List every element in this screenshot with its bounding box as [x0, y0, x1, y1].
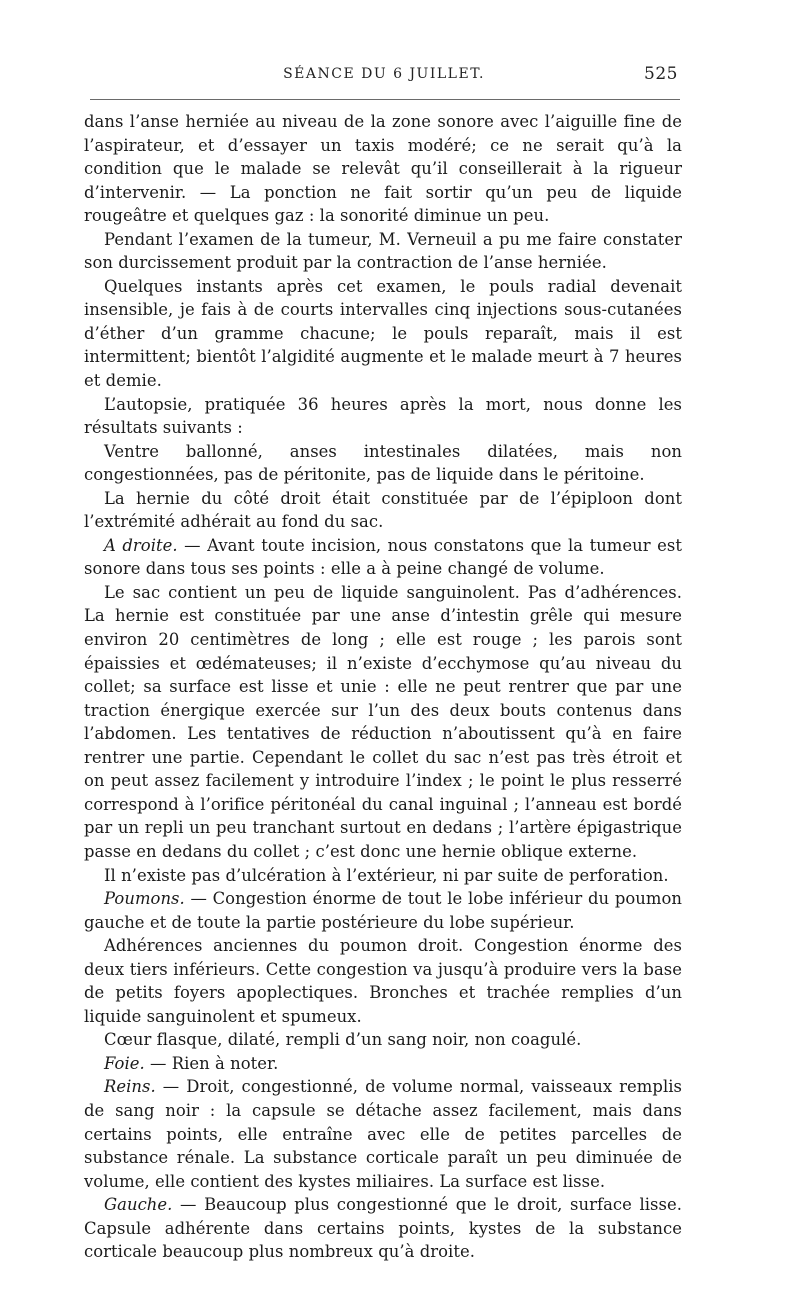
paragraph-autopsie: L’autopsie, pratiquée 36 heures après la mort, nous donne les résultats suivants :: [84, 394, 682, 438]
section-label-reins: Reins.: [104, 1077, 156, 1097]
paragraph-ventre: Ventre ballonné, anses intestinales dilatées, mais non congestionnées, pas de péritonite, pas de liquide dans le péritoine.: [84, 441, 682, 485]
paragraph-gauche: Gauche. — Beaucoup plus congestionné que le droit, surface lisse. Capsule adhérente dans certains points, kystes de la substance corticale beaucoup plus nombreux qu’à droite.: [84, 1195, 682, 1262]
paragraph-hernie-gauche: La hernie du côté droit était constituée par de l’épiploon dont l’extrémité adhérait au fond du sac.: [84, 488, 682, 532]
paragraph-foie: Foie. — Rien à noter.: [104, 1053, 279, 1073]
paragraph-ulceration: Il n’existe pas d’ulcération à l’extérieur, ni par suite de perforation.: [104, 865, 669, 885]
paragraph-continuation: dans l’anse herniée au niveau de la zone sonore avec l’aiguille fine de l’aspirateur, et d’essayer un taxis modéré; ce ne serait qu’à la condition que le malade se relevât qu’il conseillerait à la rigueur d’intervenir. — La ponction ne fait sortir qu’un peu de liquide rougeâtre et quelques gaz : la sonorité diminue un peu.: [84, 112, 682, 226]
header-rule: [90, 99, 680, 100]
paragraph-examen: Pendant l’examen de la tumeur, M. Verneuil a pu me faire constater son durcissement produit par la contraction de l’anse herniée.: [84, 229, 682, 273]
section-label-a-droite: A droite.: [104, 535, 178, 555]
paragraph-injections: Quelques instants après cet examen, le pouls radial devenait insensible, je fais à de courts intervalles cinq injections sous-cutanées d’éther d’un gramme chacune; le pouls reparaît, mais il est intermittent; bientôt l’algidité augmente et le malade meurt à 7 heures et demie.: [84, 276, 682, 391]
paragraph-reins: Reins. — Droit, congestionné, de volume normal, vaisseaux remplis de sang noir : la capsule se détache assez facilement, mais dans certains points, elle entraîne avec elle de petites parcelles de substance rénale. La substance corticale paraît un peu diminuée de volume, elle contient des kystes miliaires. La surface est lisse.: [84, 1077, 682, 1191]
section-label-gauche: Gauche.: [104, 1195, 173, 1215]
paragraph-sac: Le sac contient un peu de liquide sanguinolent. Pas d’adhérences. La hernie est constituée par une anse d’intestin grêle qui mesure environ 20 centimètres de long ; elle est rouge ; les parois sont épaissies et œdémateuses; il n’existe d’ecchymose qu’au niveau du collet; sa surface est lisse et unie : elle ne peut rentrer que par une traction énergique exercée sur l’un des deux bouts contenus dans l’abdomen. Les tentatives de réduction n’aboutissent qu’à en faire rentrer une partie. Cependant le collet du sac n’est pas très étroit et on peut assez facilement y introduire l’index ; le point le plus resserré correspond à l’orifice péritonéal du canal inguinal ; l’anneau est bordé par un repli un peu tranchant surtout en dedans ; l’artère épigastrique passe en dedans du collet ; c’est donc une hernie oblique externe.: [84, 582, 682, 861]
running-title: SÉANCE DU 6 JUILLET.: [283, 66, 485, 82]
paragraph-poumons: Poumons. — Congestion énorme de tout le lobe inférieur du poumon gauche et de toute la partie postérieure du lobe supérieur.: [84, 889, 682, 932]
paragraph-adherences: Adhérences anciennes du poumon droit. Congestion énorme des deux tiers inférieurs. Cette congestion va jusqu’à produire vers la base de petits foyers apoplectiques. Bronches et trachée remplies d’un liquide sanguinolent et spumeux.: [84, 936, 682, 1026]
paragraph-coeur: Cœur flasque, dilaté, rempli d’un sang noir, non coagulé.: [104, 1030, 582, 1050]
body-text: [84, 110, 682, 1264]
page-number: 525: [644, 64, 678, 84]
running-header: [88, 64, 680, 86]
paragraph-a-droite: A droite. — Avant toute incision, nous constatons que la tumeur est sonore dans tous ses points : elle a à peine changé de volume.: [84, 535, 682, 579]
section-label-poumons: Poumons.: [104, 889, 185, 909]
section-label-foie: Foie.: [104, 1053, 145, 1073]
